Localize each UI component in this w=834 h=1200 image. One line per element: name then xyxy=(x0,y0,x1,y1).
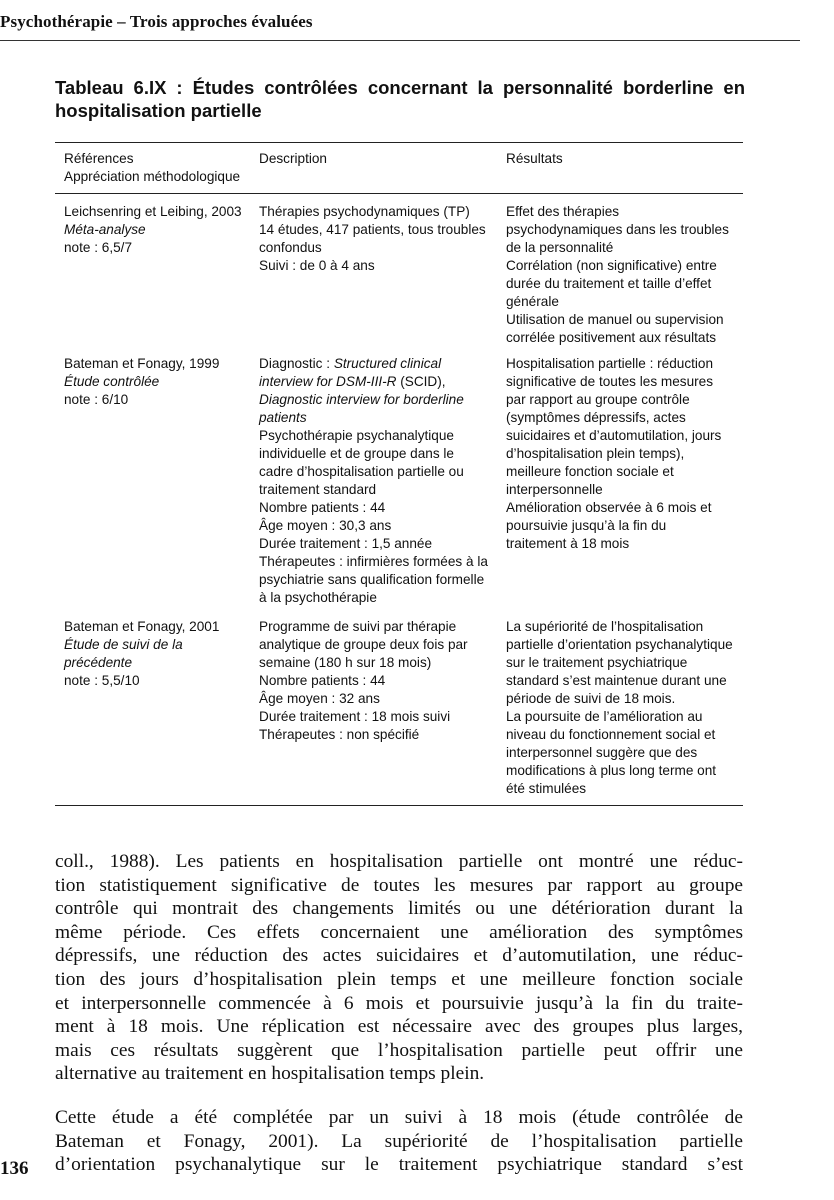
result-line: modifications à plus long terme ont xyxy=(506,763,717,778)
header-description xyxy=(259,150,495,168)
paragraph-line: contrôle qui montrait des changements limités ou une détérioration durant la xyxy=(55,898,743,920)
description-line: Nombre patients : 44 xyxy=(259,673,386,688)
result-line: été stimulées xyxy=(506,781,587,796)
result-line: La poursuite de l’amélioration au xyxy=(506,709,703,724)
header-text: Références xyxy=(64,151,134,166)
result-line: sur le traitement psychiatrique xyxy=(506,655,688,670)
reference-author: Bateman et Fonagy, 1999 xyxy=(64,356,220,371)
header-text: Description xyxy=(259,151,327,166)
result-line: de la personnalité xyxy=(506,240,614,255)
paragraph-line: Bateman et Fonagy, 2001). La supériorité de l’hospitalisation partielle xyxy=(55,1130,743,1152)
table-title-line: hospitalisation partielle xyxy=(55,100,262,121)
row1-description xyxy=(259,203,495,275)
description-fragment-italic: interview for DSM-III-R xyxy=(259,374,397,389)
paragraph-line: même période. Ces effets concernaient une amélioration des symptômes xyxy=(55,921,743,943)
result-line: significative de toutes les mesures xyxy=(506,374,714,389)
result-line: poursuivie jusqu’à la fin du xyxy=(506,518,667,533)
result-line: interpersonnel suggère que des xyxy=(506,745,698,760)
description-fragment-italic: Structured clinical xyxy=(333,356,442,371)
paragraph-line: d’orientation psychanalytique sur le traitement psychiatrique standard s’est xyxy=(55,1154,743,1176)
result-line: standard s’est maintenue durant une xyxy=(506,673,727,688)
row3-references xyxy=(64,618,250,690)
description-line: Thérapies psychodynamiques (TP) xyxy=(259,204,470,219)
result-line: Corrélation (non significative) entre xyxy=(506,258,717,273)
description-line: Durée traitement : 1,5 année xyxy=(259,536,433,551)
result-line: Hospitalisation partielle : réduction xyxy=(506,356,714,371)
description-line: cadre d’hospitalisation partielle ou xyxy=(259,464,464,479)
reference-author: Bateman et Fonagy, 2001 xyxy=(64,619,220,634)
running-head: Psychothérapie – Trois approches évaluées xyxy=(0,12,313,31)
paragraph-line: ment à 18 mois. Une réplication est nécessaire avec des groupes plus larges, xyxy=(55,1016,743,1038)
reference-type: Étude de suivi de la xyxy=(64,637,183,652)
result-line: niveau du fonctionnement social et xyxy=(506,727,716,742)
header-rule xyxy=(0,40,800,41)
row1-references xyxy=(64,203,250,257)
reference-type: précédente xyxy=(64,655,133,670)
header-references xyxy=(64,150,250,186)
result-line: durée du traitement et taille d’effet xyxy=(506,276,712,291)
paragraph-line: tion statistiquement significative de toutes les mesures par rapport au groupe xyxy=(55,874,743,896)
description-fragment-italic: Diagnostic interview for borderline xyxy=(259,392,464,407)
description-fragment: (SCID), xyxy=(396,374,446,389)
row3-description xyxy=(259,618,495,744)
description-line: Suivi : de 0 à 4 ans xyxy=(259,258,375,273)
body-paragraph-2 xyxy=(55,1106,743,1177)
result-line: interpersonnelle xyxy=(506,482,603,497)
paragraph-line: tion des jours d’hospitalisation plein temps et une meilleure fonction sociale xyxy=(55,968,743,990)
description-line: Psychothérapie psychanalytique xyxy=(259,428,454,443)
table-title-line: Tableau 6.IX : Études contrôlées concernant la personnalité borderline en xyxy=(55,77,745,98)
description-line: individuelle et de groupe dans le xyxy=(259,446,454,461)
reference-author: Leichsenring et Leibing, 2003 xyxy=(64,204,242,219)
description-line: Thérapeutes : non spécifié xyxy=(259,727,420,742)
result-line: d’hospitalisation plein temps), xyxy=(506,446,685,461)
header-rule-bottom xyxy=(55,193,743,194)
description-line: traitement standard xyxy=(259,482,377,497)
reference-type: Méta-analyse xyxy=(64,222,146,237)
result-line: partielle d’orientation psychanalytique xyxy=(506,637,733,652)
header-results xyxy=(506,150,738,168)
description-line: à la psychothérapie xyxy=(259,590,377,605)
description-line: 14 études, 417 patients, tous troubles xyxy=(259,222,486,237)
paragraph-line: mais ces résultats suggèrent que l’hospitalisation partielle peut offrir une xyxy=(55,1039,743,1061)
header-text: Résultats xyxy=(506,151,563,166)
table-bottom-rule xyxy=(55,805,743,806)
description-line: confondus xyxy=(259,240,322,255)
description-line: Thérapeutes : infirmières formées à la xyxy=(259,554,488,569)
paragraph-line: dépressifs, une réduction des actes suicidaires et d’automutilation, une réduc- xyxy=(55,945,743,967)
header-text: Appréciation méthodologique xyxy=(64,169,241,184)
description-line: Nombre patients : 44 xyxy=(259,500,386,515)
paragraph-line: et interpersonnelle commencée à 6 mois et poursuivie jusqu’à la fin du traite- xyxy=(55,992,743,1014)
description-line: psychiatrie sans qualification formelle xyxy=(259,572,485,587)
reference-score: note : 6,5/7 xyxy=(64,240,133,255)
reference-type: Étude contrôlée xyxy=(64,374,160,389)
description-line: Programme de suivi par thérapie xyxy=(259,619,457,634)
result-line: traitement à 18 mois xyxy=(506,536,630,551)
result-line: générale xyxy=(506,294,559,309)
row3-results xyxy=(506,618,738,798)
result-line: Utilisation de manuel ou supervision xyxy=(506,312,724,327)
description-line: Âge moyen : 32 ans xyxy=(259,691,380,706)
reference-score: note : 6/10 xyxy=(64,392,129,407)
body-paragraph-1 xyxy=(55,850,743,1086)
result-line: corrélée positivement aux résultats xyxy=(506,330,717,345)
table-title xyxy=(55,76,745,122)
result-line: psychodynamiques dans les troubles xyxy=(506,222,729,237)
paragraph-line: coll., 1988). Les patients en hospitalisation partielle ont montré une réduc- xyxy=(55,851,743,872)
result-line: Amélioration observée à 6 mois et xyxy=(506,500,712,515)
row2-references xyxy=(64,355,250,409)
description-fragment: Diagnostic : xyxy=(259,356,334,371)
result-line: (symptômes dépressifs, actes xyxy=(506,410,686,425)
page-number: 136 xyxy=(0,1158,29,1179)
description-line: Durée traitement : 18 mois suivi xyxy=(259,709,451,724)
reference-score: note : 5,5/10 xyxy=(64,673,140,688)
result-line: meilleure fonction sociale et xyxy=(506,464,674,479)
result-line: Effet des thérapies xyxy=(506,204,620,219)
result-line: par rapport au groupe contrôle xyxy=(506,392,690,407)
result-line: La supériorité de l’hospitalisation xyxy=(506,619,704,634)
table-top-rule xyxy=(55,142,743,143)
result-line: suicidaires et d’automutilation, jours xyxy=(506,428,722,443)
row2-description xyxy=(259,355,495,607)
description-fragment-italic: patients xyxy=(259,410,307,425)
result-line: période de suivi de 18 mois. xyxy=(506,691,676,706)
row2-results xyxy=(506,355,738,553)
description-line: semaine (180 h sur 18 mois) xyxy=(259,655,432,670)
paragraph-line: alternative au traitement en hospitalisation temps plein. xyxy=(55,1063,485,1085)
row1-results xyxy=(506,203,738,347)
paragraph-line: Cette étude a été complétée par un suivi à 18 mois (étude contrôlée de xyxy=(55,1107,743,1128)
description-line: Âge moyen : 30,3 ans xyxy=(259,518,392,533)
description-line: analytique de groupe deux fois par xyxy=(259,637,468,652)
